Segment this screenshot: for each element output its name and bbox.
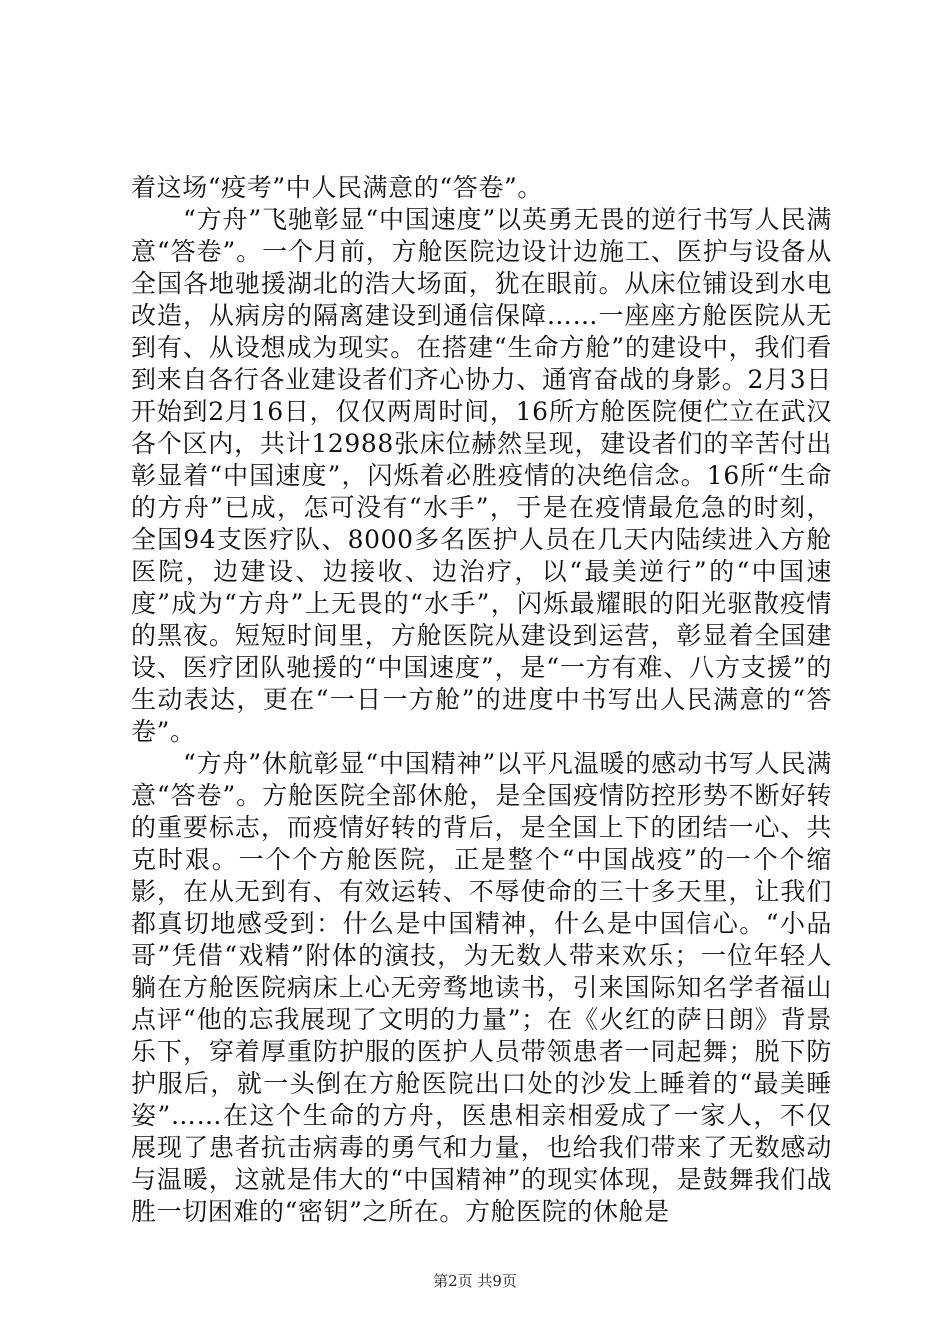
paragraph-continuation: 着这场“疫考”中人民满意的“答卷”。	[131, 173, 543, 202]
page-number-label: 第2页 共9页	[433, 1272, 517, 1290]
page-footer	[0, 1270, 950, 1291]
paragraph-china-spirit: “方舟”休航彰显“中国精神”以平凡温暖的感动书写人民满意“答卷”。方舱医院全部休舱，是全国疫情防控形势不断好转的重要标志，而疫情好转的背后，是全国上下的团结一心、共克时艰。一个个方舱医院，正是整个“中国战疫”的一个个缩影，在从无到有、有效运转、不辱使命的三十多天里，让我们都真切地感受到：什么是中国精神，什么是中国信心。“小品哥”凭借“戏精”附体的演技，为无数人带来欢乐；一位年轻人躺在方舱医院病床上心无旁骛地读书，引来国际知名学者福山点评“他的忘我展现了文明的力量”；在《火红的萨日朗》背景乐下，穿着厚重防护服的医护人员带领患者一同起舞；脱下防护服后，就一头倒在方舱医院出口处的沙发上睡着的“最美睡姿”……在这个生命的方舟，医患相亲相爱成了一家人，不仅展现了患者抗击病毒的勇气和力量，也给我们带来了无数感动与温暖，这就是伟大的“中国精神”的现实体现，是鼓舞我们战胜一切困难的“密钥”之所在。方舱医院的休舱是	[131, 749, 832, 1226]
paragraph-china-speed: “方舟”飞驰彰显“中国速度”以英勇无畏的逆行书写人民满意“答卷”。一个月前，方舱医院边设计边施工、医护与设备从全国各地驰援湖北的浩大场面，犹在眼前。从床位铺设到水电改造，从病房的隔离建设到通信保障……一座座方舱医院从无到有、从设想成为现实。在搭建“生命方舱”的建设中，我们看到来自各行各业建设者们齐心协力、通宵奋战的身影。2月3日开始到2月16日，仅仅两周时间，16所方舱医院便伫立在武汉各个区内，共计12988张床位赫然呈现，建设者们的辛苦付出彰显着“中国速度”，闪烁着必胜疫情的决绝信念。16所“生命的方舟”已成，怎可没有“水手”，于是在疫情最危急的时刻，全国94支医疗队、8000多名医护人员在几天内陆续进入方舱医院，边建设、边接收、边治疗，以“最美逆行”的“中国速度”成为“方舟”上无畏的“水手”，闪烁最耀眼的阳光驱散疫情的黑夜。短短时间里，方舱医院从建设到运营，彰显着全国建设、医疗团队驰援的“中国速度”，是“一方有难、八方支援”的生动表达，更在“一日一方舱”的进度中书写出人民满意的“答卷”。	[131, 205, 832, 746]
document-body	[131, 172, 832, 1228]
